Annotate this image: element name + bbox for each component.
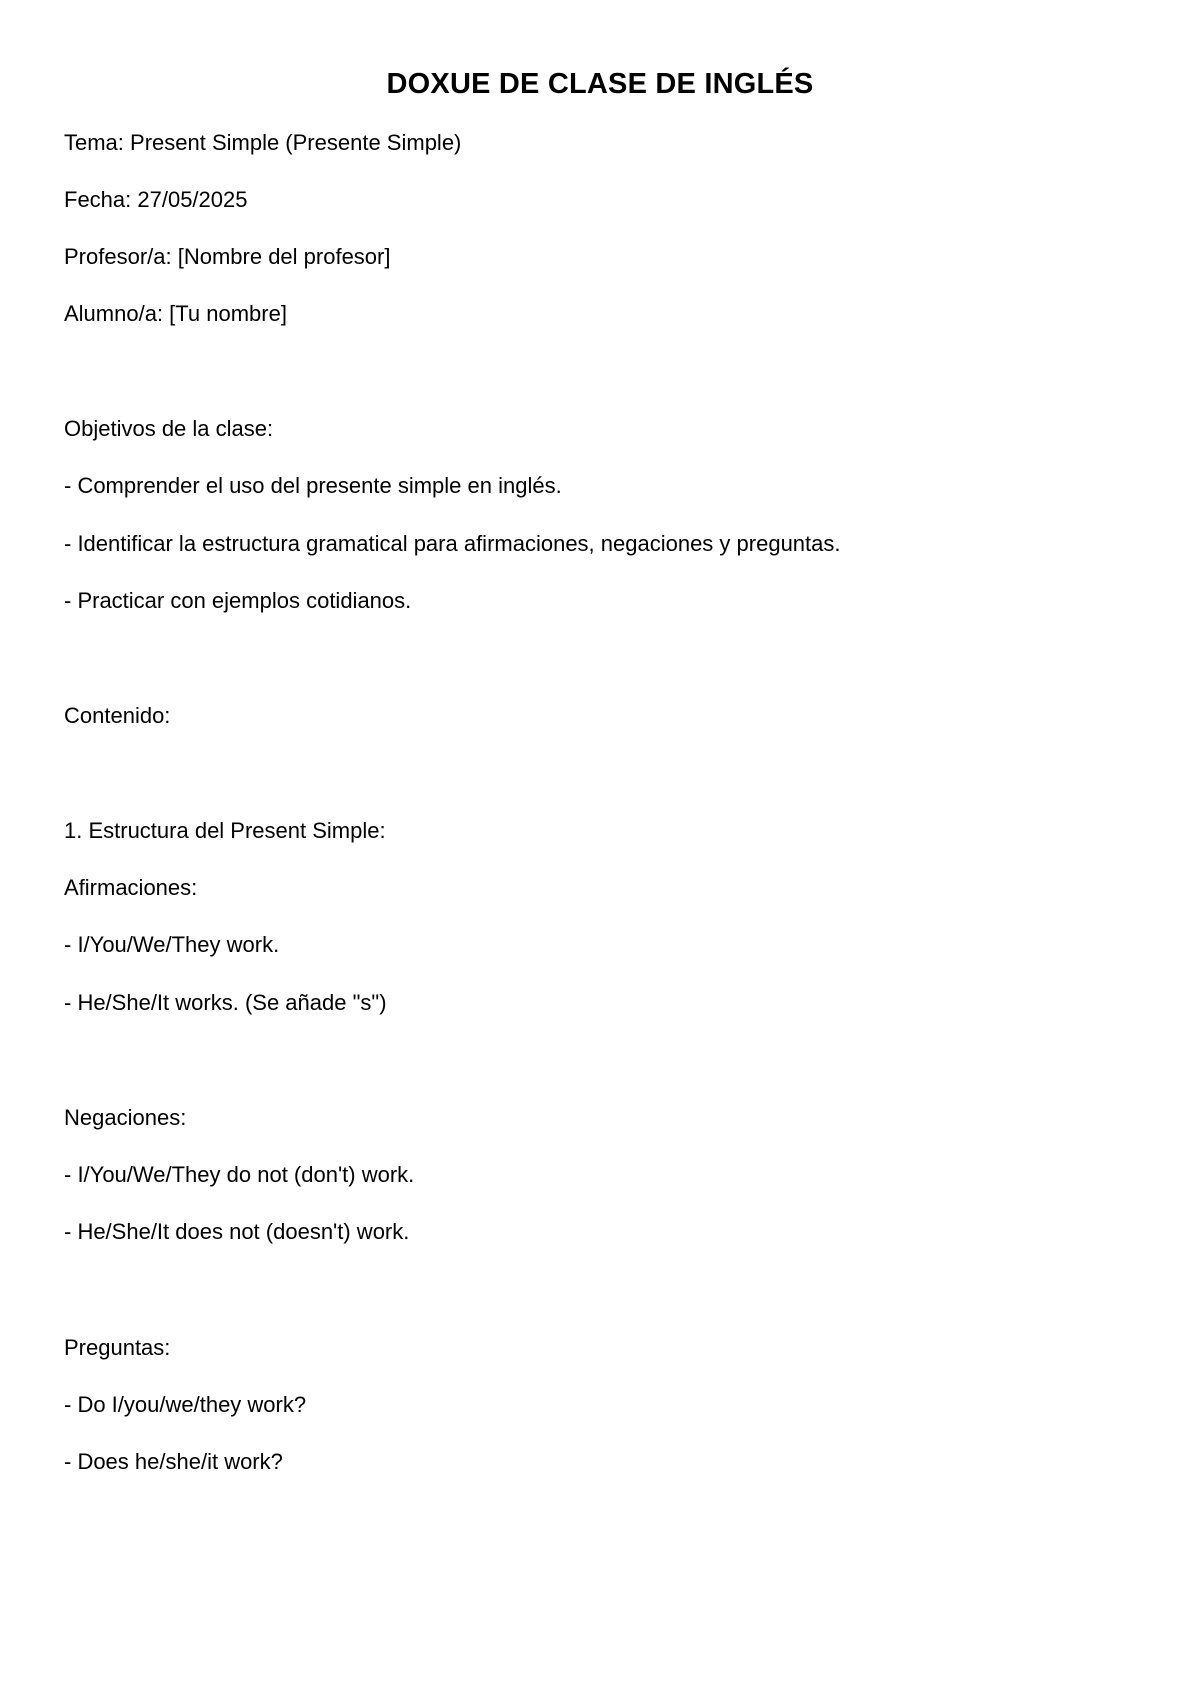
preguntas-heading: Preguntas: (64, 1335, 171, 1360)
objetivo-item: - Identificar la estructura gramatical para afirmaciones, negaciones y preguntas. (64, 531, 841, 556)
negacion-item: - He/She/It does not (doesn't) work. (64, 1219, 410, 1244)
negacion-item: - I/You/We/They do not (don't) work. (64, 1162, 415, 1187)
pregunta-item: - Do I/you/we/they work? (64, 1392, 307, 1417)
alumno-line: Alumno/a: [Tu nombre] (64, 301, 287, 326)
negaciones-heading: Negaciones: (64, 1105, 187, 1130)
afirmaciones-heading: Afirmaciones: (64, 875, 198, 900)
afirmacion-item: - He/She/It works. (Se añade "s") (64, 990, 387, 1015)
profesor-line: Profesor/a: [Nombre del profesor] (64, 244, 391, 269)
objetivo-item: - Practicar con ejemplos cotidianos. (64, 588, 412, 613)
document-title: DOXUE DE CLASE DE INGLÉS (386, 68, 814, 100)
afirmacion-item: - I/You/We/They work. (64, 932, 280, 957)
pregunta-item: - Does he/she/it work? (64, 1449, 283, 1474)
contenido-heading: Contenido: (64, 703, 171, 728)
section-1-heading: 1. Estructura del Present Simple: (64, 818, 386, 843)
tema-line: Tema: Present Simple (Presente Simple) (64, 130, 462, 155)
objetivo-item: - Comprender el uso del presente simple en inglés. (64, 473, 562, 498)
objetivos-heading: Objetivos de la clase: (64, 416, 274, 441)
fecha-line: Fecha: 27/05/2025 (64, 187, 248, 212)
